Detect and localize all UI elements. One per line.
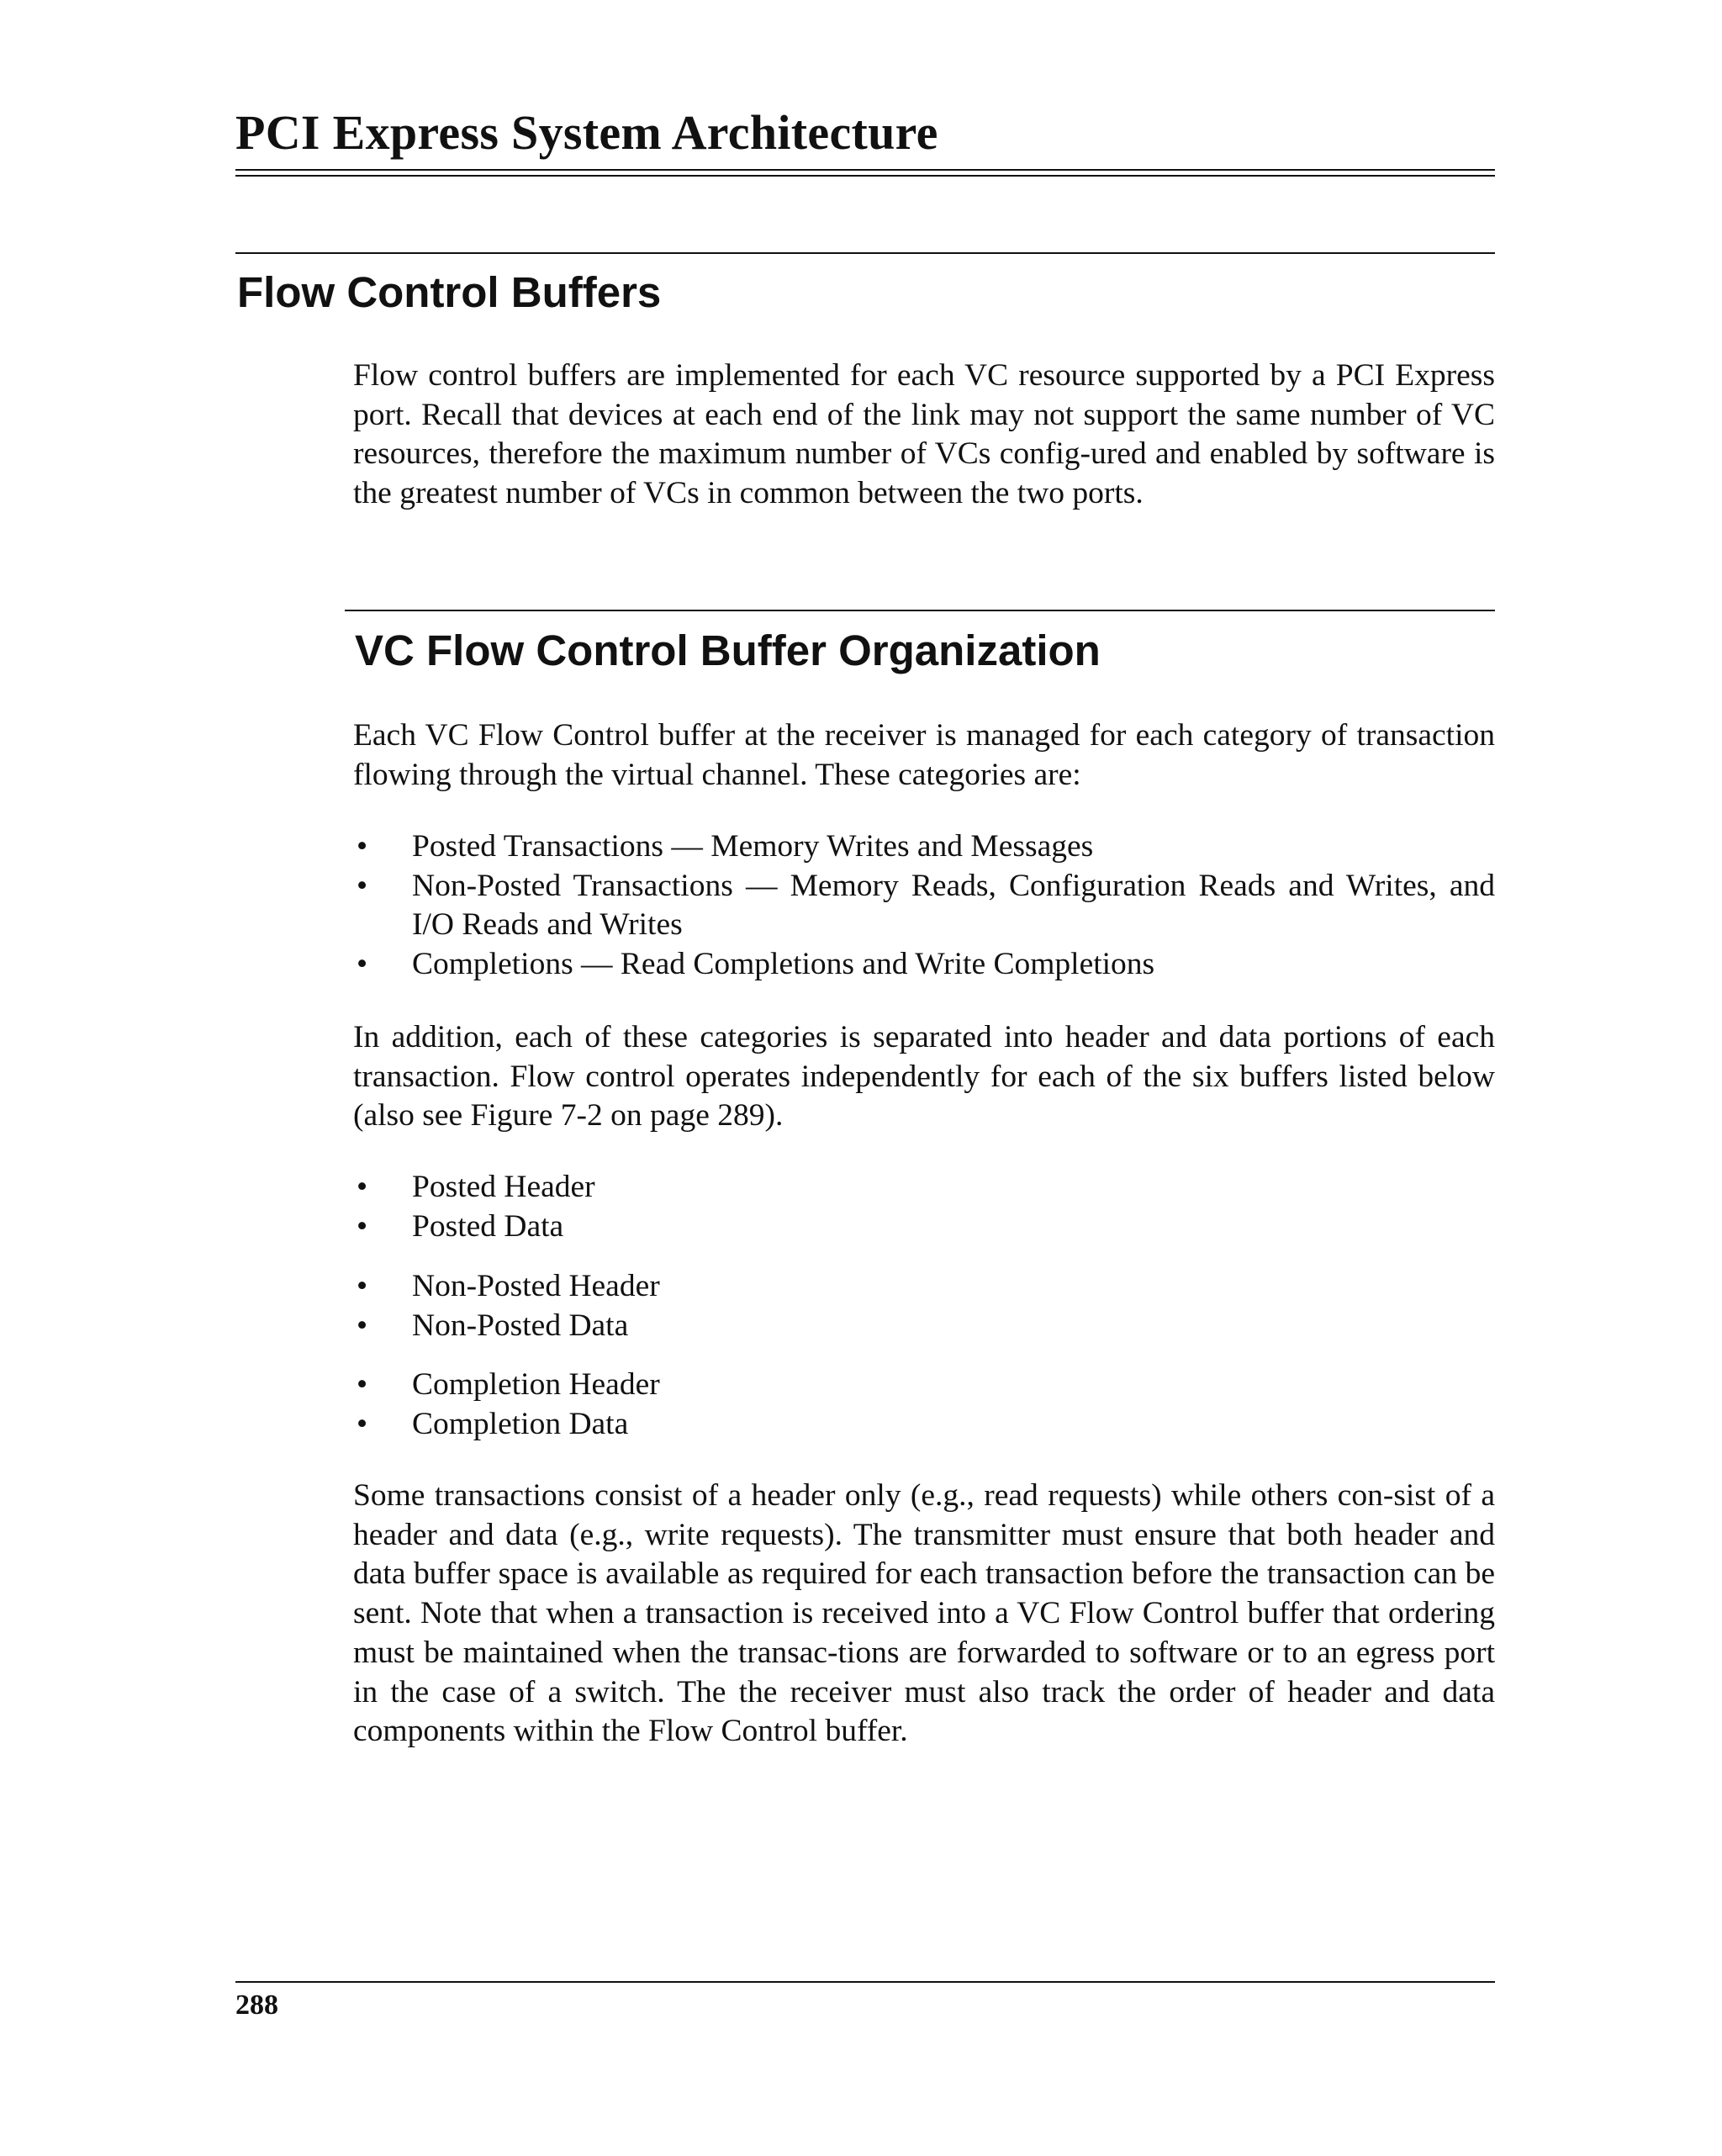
bullet-icon: • — [357, 1406, 368, 1441]
footer-rule — [235, 1981, 1495, 1983]
subsection-paragraph-2: In addition, each of these categories is separated into header and data portions of each transaction. Flow control operates independently for each of the six buffers listed below (also see Figure 7-2 on page 289). — [353, 1020, 1495, 1133]
bullet-icon: • — [357, 868, 368, 903]
list-item: • Posted Data — [353, 1207, 1495, 1247]
running-head-title: PCI Express System Architecture — [235, 105, 938, 160]
list-item: • Posted Transactions — Memory Writes and Messages — [353, 827, 1495, 867]
category-list — [353, 827, 1495, 985]
buffer-list-non-posted — [353, 1267, 1495, 1345]
list-item: • Completion Header — [353, 1366, 1495, 1405]
subsection-heading: VC Flow Control Buffer Organization — [355, 626, 1101, 674]
section-rule — [235, 252, 1495, 254]
page-number: 288 — [235, 1990, 278, 2021]
list-item: • Non-Posted Data — [353, 1307, 1495, 1346]
bullet-icon: • — [357, 947, 368, 982]
bullet-icon: • — [357, 1308, 368, 1343]
section-heading: Flow Control Buffers — [237, 268, 662, 316]
buffer-list-completion — [353, 1366, 1495, 1444]
subsection-paragraph-3: Some transactions consist of a header only (e.g., read requests) while others con-sist of a header and data (e.g., write requests). The transmitter must ensure that both header and data buffer space is available as required for each transaction before the transaction can be sent. Note that when a transaction is received into a VC Flow Control buffer that ordering must be maintained when the transac-tions are forwarded to software or to an egress port in the case of a switch. The the receiver must also track the order of header and data components within the Flow Control buffer. — [353, 1478, 1495, 1749]
bullet-icon: • — [357, 829, 368, 864]
bullet-icon: • — [357, 1170, 368, 1204]
bullet-icon: • — [357, 1367, 368, 1402]
list-item: • Non-Posted Transactions — Memory Reads, Configuration Reads and Writes, and I/O Reads and Writes — [357, 868, 1495, 943]
subsection-rule — [345, 610, 1495, 611]
buffer-list-posted — [353, 1168, 1495, 1246]
subsection-paragraph-1: Each VC Flow Control buffer at the receiver is managed for each category of transaction flowing through the virtual channel. These categories are: — [353, 718, 1495, 792]
header-rule-top — [235, 169, 1495, 171]
list-item: • Non-Posted Header — [353, 1267, 1495, 1307]
header-rule-bottom — [235, 175, 1495, 177]
section-intro-paragraph: Flow control buffers are implemented for each VC resource supported by a PCI Express port. Recall that devices at each end of the link may not support the same number of VC resources, therefore the maximum number of VCs config-ured and enabled by software is the greatest number of VCs in common between the two ports. — [353, 358, 1495, 511]
bullet-icon: • — [357, 1269, 368, 1303]
list-item: • Posted Header — [353, 1168, 1495, 1207]
bullet-icon: • — [357, 1208, 368, 1244]
list-item: • Completions — Read Completions and Write Completions — [353, 945, 1495, 985]
list-item: • Completion Data — [353, 1405, 1495, 1445]
